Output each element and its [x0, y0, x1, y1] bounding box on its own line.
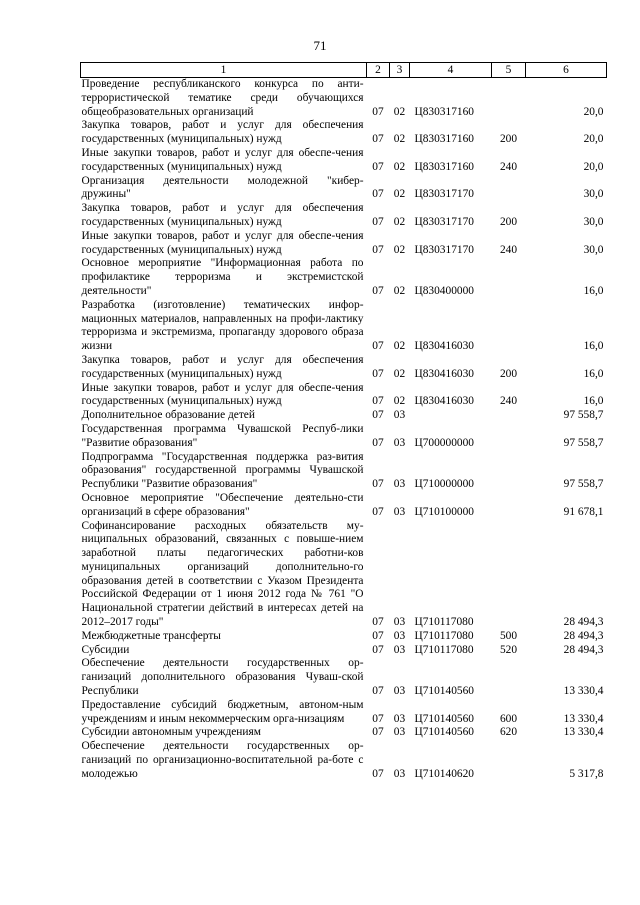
row-subsection: 02	[393, 160, 406, 173]
row-amount: 28 494,3	[563, 616, 604, 629]
row-name: Межбюджетные трансферты	[81, 629, 221, 642]
row-name: Закупка товаров, работ и услуг для обеспечения государственных (муниципальных) нужд	[81, 353, 364, 380]
table-row	[81, 451, 607, 492]
row-target-code: Ц830317160	[414, 160, 474, 173]
row-name: Закупка товаров, работ и услуг для обеспечения государственных (муниципальных) нужд	[81, 119, 364, 146]
row-target-code: Ц710140560	[414, 685, 474, 698]
row-name: Предоставление субсидий бюджетным, автоном-ным учреждениям и иным некоммерческим орга-низациям	[81, 698, 364, 725]
row-expense-type	[492, 492, 526, 520]
row-target-code	[410, 409, 492, 423]
table-row	[81, 726, 607, 740]
row-section: 07	[372, 726, 384, 739]
row-amount: 16,0	[583, 284, 604, 297]
table-row	[81, 699, 607, 727]
row-name: Закупка товаров, работ и услуг для обеспечения государственных (муниципальных) нужд	[81, 202, 364, 228]
row-target-code: Ц710117080	[414, 616, 474, 629]
row-subsection: 02	[393, 243, 406, 256]
table-row	[81, 299, 607, 354]
row-amount: 5 317,8	[569, 767, 604, 780]
row-section: 07	[372, 616, 384, 629]
row-amount: 97 558,7	[563, 478, 604, 491]
row-section: 07	[372, 643, 384, 656]
row-section: 07	[372, 409, 384, 422]
row-section: 07	[372, 685, 384, 698]
row-subsection: 03	[393, 643, 406, 656]
row-amount: 13 330,4	[563, 712, 604, 725]
header-col-2: 2	[367, 63, 390, 78]
row-expense-type	[492, 740, 526, 781]
row-expense-type: 500	[499, 629, 518, 642]
row-subsection: 03	[393, 685, 406, 698]
row-amount: 28 494,3	[563, 629, 604, 642]
row-amount: 91 678,1	[563, 505, 604, 518]
row-name: Государственная программа Чувашской Респуб-лики "Развитие образования"	[81, 422, 364, 449]
row-amount: 30,0	[583, 215, 604, 228]
header-row	[81, 63, 607, 78]
row-target-code: Ц710117080	[414, 643, 474, 656]
row-amount: 30,0	[583, 243, 604, 256]
table-row	[81, 175, 607, 203]
row-section: 07	[372, 478, 384, 491]
row-expense-type: 240	[499, 395, 518, 408]
row-name: Проведение республиканского конкурса по анти-террористической тематике среди обучающихся общеобразовательных организаций	[81, 78, 364, 118]
row-expense-type: 200	[499, 133, 518, 146]
row-subsection: 02	[393, 105, 406, 118]
row-amount: 16,0	[583, 395, 604, 408]
row-target-code: Ц830317170	[414, 243, 474, 256]
row-section: 07	[372, 436, 384, 449]
row-section: 07	[372, 505, 384, 518]
row-expense-type	[492, 657, 526, 698]
table-row	[81, 202, 607, 230]
row-amount: 20,0	[583, 133, 604, 146]
row-amount: 16,0	[583, 340, 604, 353]
row-name: Иные закупки товаров, работ и услуг для обеспе-чения государственных (муниципальных) нужд	[81, 229, 364, 256]
row-expense-type	[492, 409, 526, 423]
row-section: 07	[372, 767, 384, 780]
row-subsection: 03	[393, 505, 406, 518]
row-amount: 97 558,7	[563, 436, 604, 449]
row-expense-type	[492, 257, 526, 298]
row-section: 07	[372, 243, 384, 256]
row-expense-type: 520	[499, 643, 518, 656]
row-name: Софинансирование расходных обязательств му-ниципальных образований, связанных с повыше-нием заработной платы педагогических работни-ков муниципальных организаций дополнительно-го образования детей в соответствии с Указом Президента Российской Федерации от 1 июня 2012 года № 761 "О Национальной стратегии действий в интересах детей на 2012–2017 годы"	[81, 519, 364, 629]
row-name: Иные закупки товаров, работ и услуг для обеспе-чения государственных (муниципальных) нужд	[81, 381, 364, 408]
row-section: 07	[372, 105, 384, 118]
table-row	[81, 630, 607, 644]
row-target-code: Ц710000000	[414, 478, 474, 491]
row-expense-type: 240	[499, 160, 518, 173]
table-row	[81, 740, 607, 781]
page-number: 71	[313, 38, 327, 53]
row-amount: 16,0	[583, 367, 604, 380]
row-subsection: 03	[393, 409, 406, 422]
row-subsection: 02	[393, 340, 406, 353]
row-target-code: Ц830317160	[414, 133, 474, 146]
table-row	[81, 423, 607, 451]
budget-table	[80, 62, 607, 782]
table-row	[81, 492, 607, 520]
row-target-code: Ц710140560	[414, 712, 474, 725]
row-subsection: 02	[393, 284, 406, 297]
row-section: 07	[372, 160, 384, 173]
row-name: Разработка (изготовление) тематических инфор-мационных материалов, направленных на профи-лактику терроризма и экстремизма, пропаганду здорового образа жизни	[81, 298, 364, 353]
row-target-code: Ц830416030	[414, 340, 474, 353]
row-target-code: Ц830317170	[414, 215, 474, 228]
row-subsection: 03	[393, 616, 406, 629]
row-amount: 13 330,4	[563, 685, 604, 698]
row-subsection: 03	[393, 478, 406, 491]
table-row	[81, 257, 607, 298]
table-row	[81, 119, 607, 147]
row-subsection: 02	[393, 395, 406, 408]
row-name: Организация деятельности молодежной "кибер-дружины"	[81, 174, 364, 201]
table-row	[81, 230, 607, 258]
row-name: Обеспечение деятельности государственных ор-ганизаций дополнительного образования Чуваш-ской Республики	[81, 657, 364, 698]
row-subsection: 02	[393, 215, 406, 228]
row-expense-type	[492, 78, 526, 120]
row-section: 07	[372, 367, 384, 380]
row-target-code: Ц830317160	[414, 105, 474, 118]
row-amount: 13 330,4	[563, 726, 604, 739]
row-subsection: 02	[393, 367, 406, 380]
row-expense-type: 240	[499, 243, 518, 256]
table-row	[81, 409, 607, 423]
row-target-code: Ц710100000	[414, 505, 474, 518]
row-section: 07	[372, 133, 384, 146]
row-target-code: Ц830400000	[414, 284, 474, 297]
row-expense-type: 600	[499, 712, 518, 725]
row-amount: 20,0	[583, 160, 604, 173]
table-row	[81, 657, 607, 698]
row-expense-type	[492, 520, 526, 630]
row-amount: 20,0	[583, 105, 604, 118]
row-name: Обеспечение деятельности государственных ор-ганизаций по организационно-воспитательной ра-боте с молодежью	[81, 740, 364, 780]
row-amount: 30,0	[583, 188, 604, 201]
row-expense-type: 200	[499, 215, 518, 228]
row-name: Подпрограмма "Государственная поддержка раз-вития образования" государственной программы Чувашской Республики "Развитие образования"	[81, 450, 364, 491]
row-name: Основное мероприятие "Обеспечение деятельно-сти организаций в сфере образования"	[81, 491, 364, 518]
header-col-3: 3	[390, 63, 410, 78]
table-row	[81, 520, 607, 630]
row-expense-type	[492, 175, 526, 203]
header-col-6: 6	[526, 63, 607, 78]
row-target-code: Ц830416030	[414, 395, 474, 408]
row-section: 07	[372, 712, 384, 725]
row-subsection: 03	[393, 629, 406, 642]
row-subsection: 02	[393, 188, 406, 201]
row-section: 07	[372, 629, 384, 642]
header-col-1: 1	[81, 63, 367, 78]
row-expense-type	[492, 423, 526, 451]
row-name: Дополнительное образование детей	[81, 409, 255, 422]
row-target-code: Ц710117080	[414, 629, 474, 642]
header-col-4: 4	[410, 63, 492, 78]
row-name: Субсидии	[81, 643, 130, 656]
header-col-5: 5	[492, 63, 526, 78]
row-name: Иные закупки товаров, работ и услуг для обеспе-чения государственных (муниципальных) нужд	[81, 146, 364, 173]
row-subsection: 03	[393, 436, 406, 449]
table-row	[81, 644, 607, 658]
row-target-code: Ц830317170	[414, 188, 474, 201]
row-subsection: 03	[393, 726, 406, 739]
row-expense-type: 200	[499, 367, 518, 380]
row-name: Основное мероприятие "Информационная работа по профилактике терроризма и экстремистской деятельности"	[81, 257, 364, 297]
row-subsection: 03	[393, 712, 406, 725]
row-target-code: Ц830416030	[414, 367, 474, 380]
row-target-code: Ц700000000	[414, 436, 474, 449]
table-row	[81, 354, 607, 382]
row-subsection: 02	[393, 133, 406, 146]
row-section: 07	[372, 215, 384, 228]
row-subsection: 03	[393, 767, 406, 780]
row-name: Субсидии автономным учреждениям	[81, 726, 261, 739]
row-section: 07	[372, 188, 384, 201]
row-target-code: Ц710140560	[414, 726, 474, 739]
table-row	[81, 147, 607, 175]
row-section: 07	[372, 395, 384, 408]
table-row	[81, 382, 607, 410]
row-expense-type	[492, 451, 526, 492]
row-section: 07	[372, 340, 384, 353]
row-amount: 97 558,7	[563, 409, 604, 422]
row-section: 07	[372, 284, 384, 297]
row-amount: 28 494,3	[563, 643, 604, 656]
table-row	[81, 78, 607, 120]
row-expense-type: 620	[499, 726, 518, 739]
row-expense-type	[492, 299, 526, 354]
row-target-code: Ц710140620	[414, 767, 474, 780]
